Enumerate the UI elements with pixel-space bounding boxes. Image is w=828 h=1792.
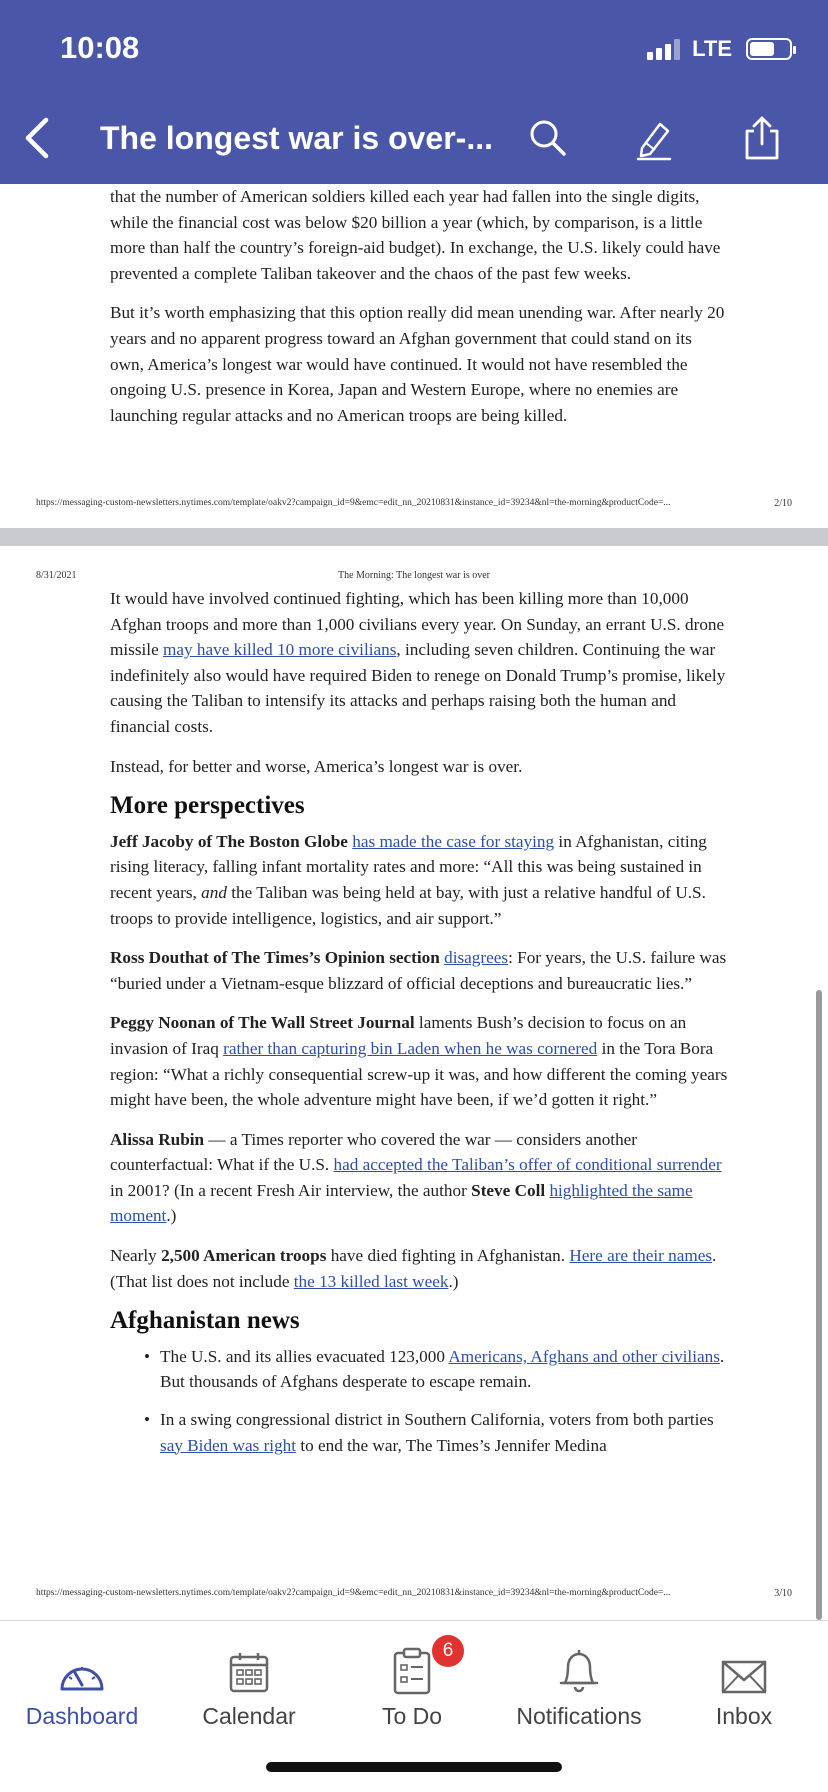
paragraph: that the number of American soldiers killed each year had fallen into the single digits, while the financial cost was below $20 billion a year (which, by comparison, is a little more than half the country’s foreign-aid budget). In exchange, the U.S. likely could have prevented a complete Taliban takeover and the chaos of the past few weeks. (110, 187, 721, 283)
search-icon (524, 114, 572, 162)
status-time: 10:08 (60, 30, 140, 65)
calendar-icon (228, 1651, 270, 1695)
tab-notifications[interactable] (508, 1641, 650, 1730)
their-names-link[interactable]: Here are their names (569, 1246, 713, 1266)
list-item: • The U.S. and its allies evacuated 123,000 Americans, Afghans and other civilians. But thousands of Afghans desperate to escape remain. (160, 1344, 730, 1395)
tab-dashboard[interactable] (22, 1641, 142, 1730)
case-for-staying-link[interactable]: has made the case for staying (352, 831, 555, 851)
conditional-surrender-link[interactable]: had accepted the Taliban’s offer of conditional surrender (333, 1155, 722, 1175)
page-3-number: 3/10 (774, 1588, 792, 1599)
network-label: LTE (692, 36, 732, 61)
status-indicators (647, 36, 792, 62)
back-button[interactable] (20, 116, 56, 160)
battery-icon (746, 38, 792, 60)
bell-icon (557, 1647, 601, 1695)
clipboard-icon (391, 1647, 433, 1695)
bin-laden-link[interactable]: rather than capturing bin Laden when he was cornered (223, 1038, 598, 1058)
tab-label: Inbox (715, 1703, 773, 1729)
share-icon (738, 114, 786, 162)
paragraph: It would have involved continued fighting, which has been killing more than 10,000 Afghan troops and more than 1,000 civilians every year. On Sunday, an errant U.S. drone missile may have killed 10 more civilians, including seven children. Continuing the war indefinitely also would have required Biden to renege on Donald Trump’s promise, likely causing the Taliban to intensify its attacks and perhaps raising both the human and financial costs. (110, 589, 726, 736)
page-3-header-title: The Morning: The longest war is over (337, 570, 490, 581)
same-moment-link[interactable]: highlighted the same moment (110, 1180, 693, 1226)
paragraph-noonan: Peggy Noonan of The Wall Street Journal laments Bush’s decision to focus on an invasion of Iraq rather than capturing bin Laden when he was cornered in the Tora Bora region: “What a richly consequential screw-up it was, and how different the coming years might have been, the whole adventure might have been, if we’d gotten it right.” (110, 1013, 728, 1110)
app-header (0, 0, 828, 184)
share-button[interactable] (738, 114, 786, 162)
section-heading-news: Afghanistan news (110, 1307, 300, 1335)
pdf-viewer[interactable] (0, 184, 828, 1620)
annotate-button[interactable] (630, 114, 678, 162)
home-indicator[interactable] (266, 1762, 562, 1772)
biden-was-right-link[interactable]: say Biden was right (160, 1435, 297, 1455)
paragraph-rubin: Alissa Rubin — a Times reporter who covered the war — considers another counterfactual: What if the U.S. had accepted the Taliban’s offer of conditional surrender in 2001? (In a recent Fresh Air interview, the author Steve Coll highlighted the same moment.) (110, 1129, 722, 1226)
paragraph: But it’s worth emphasizing that this option really did mean unending war. After nearly 20 years and no apparent progress toward an Afghan government that could stand on its own, America’s longest war would have continued. It would not have resembled the ongoing U.S. presence in Korea, Japan and Western Europe, where no enemies are launching regular attacks and no American troops are being killed. (110, 303, 725, 425)
section-heading-perspectives: More perspectives (110, 792, 305, 820)
page-divider (0, 528, 828, 546)
nav-bar (0, 100, 828, 180)
news-list (110, 1344, 730, 1458)
disagrees-link[interactable]: disagrees (444, 948, 509, 968)
page-2-footer-url: https://messaging-custom-newsletters.nytimes.com/template/oakv2?campaign_id=9&emc=edit_nn_20210831&instance_id=39234&nl=the-morning&productCode=... (36, 498, 671, 508)
page-3-footer-url: https://messaging-custom-newsletters.nytimes.com/template/oakv2?campaign_id=9&emc=edit_nn_20210831&instance_id=39234&nl=the-morning&productCode=... (36, 1588, 671, 1598)
signal-icon (647, 38, 680, 60)
tab-label: Calendar (202, 1703, 296, 1729)
page-2-number: 2/10 (774, 498, 792, 509)
pencil-icon (630, 114, 678, 162)
gauge-icon (57, 1655, 107, 1695)
tab-label: Dashboard (25, 1703, 139, 1729)
paragraph-troops: Nearly 2,500 American troops have died fighting in Afghanistan. Here are their names. (That list does not include the 13 killed last week.) (110, 1246, 717, 1291)
page-3-date: 8/31/2021 (36, 570, 77, 581)
tab-inbox[interactable] (704, 1641, 784, 1730)
page-3-body (110, 586, 730, 1470)
scrollbar[interactable] (816, 990, 822, 1620)
envelope-icon (721, 1659, 767, 1695)
tab-label: To Do (381, 1703, 443, 1729)
tab-todo[interactable] (362, 1641, 462, 1730)
tab-calendar[interactable] (194, 1641, 304, 1730)
paragraph-jacoby: Jeff Jacoby of The Boston Globe has made the case for staying in Afghanistan, citing rising literacy, falling infant mortality rates and more: “All this was being sustained in recent years, and the Taliban was being held at bay, with just a relative handful of U.S. troops to provide intelligence, logistics, and air support.” (110, 831, 707, 928)
paragraph: Instead, for better and worse, America’s longest war is over. (110, 756, 523, 776)
page-title: The longest war is over-... (100, 120, 493, 156)
thirteen-killed-link[interactable]: the 13 killed last week (293, 1271, 449, 1291)
evacuated-civilians-link[interactable]: Americans, Afghans and other civilians (448, 1346, 720, 1366)
civilians-link[interactable]: may have killed 10 more civilians (163, 640, 397, 660)
page-2-body (110, 184, 730, 442)
todo-count-badge: 6 (432, 1635, 464, 1667)
list-item: • In a swing congressional district in Southern California, voters from both parties say Biden was right to end the war, The Times’s Jennifer Medina (160, 1407, 730, 1458)
chevron-left-icon (20, 116, 56, 160)
search-button[interactable] (524, 114, 572, 162)
tab-label: Notifications (516, 1703, 642, 1729)
paragraph-douthat: Ross Douthat of The Times’s Opinion section disagrees: For years, the U.S. failure was “buried under a Vietnam-esque blizzard of official deceptions and bureaucratic lies.” (110, 948, 727, 993)
